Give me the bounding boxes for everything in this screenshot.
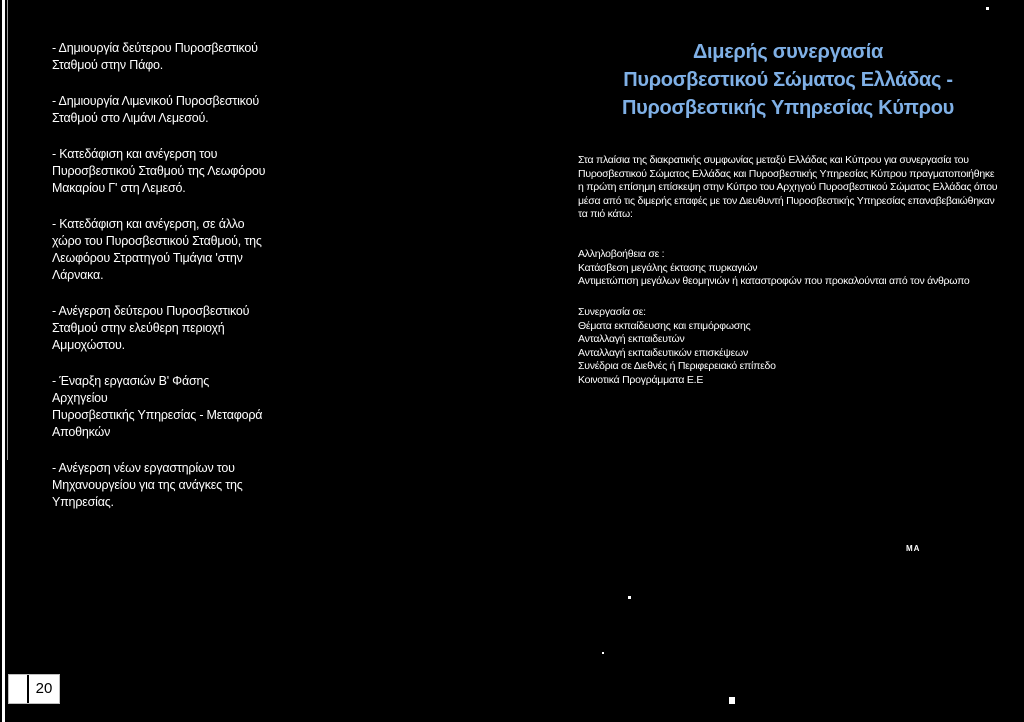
page-number: 20 [27, 675, 59, 703]
list-item: - Ανέγερση δεύτερου Πυροσβεστικού Σταθμού στην ελεύθερη περιοχή Αμμοχώστου. [52, 304, 250, 352]
mutual-aid-heading: Αλληλοβοήθεια σε : [578, 248, 665, 260]
list-item: Ανταλλαγή εκπαιδευτών [578, 333, 685, 345]
left-column [52, 40, 267, 530]
page-number-box [8, 674, 60, 704]
scan-speck [628, 596, 631, 599]
list-item: - Έναρξη εργασιών Β' Φάσης Αρχηγείου Πυροσβεστικής Υπηρεσίας - Μεταφορά Αποθηκών [52, 374, 263, 439]
scan-speck [729, 697, 735, 704]
list-item: - Ανέγερση νέων εργαστηρίων του Μηχανουργείου για της ανάγκες της Υπηρεσίας. [52, 461, 243, 509]
scan-speck [986, 7, 989, 10]
intro-paragraph: Στα πλαίσια της διακρατικής συμφωνίας μεταξύ Ελλάδας και Κύπρου για συνεργασία του Πυροσβεστικού Σώματος Ελλάδας και Πυροσβεστικής Υπηρεσίας Κύπρου πραγματοποιήθηκε η πρώτη επίσημη επίσκεψη στην Κύπρο του Αρχηγού Πυροσβεστικού Σώματος Ελλάδας όπου μέσα από τις διμερής επαφές με τον Διευθυντή Πυροσβεστικής Υπηρεσίας επαναβεβαιώθηκαν τα πιό κάτω: [578, 154, 998, 220]
list-item: Ανταλλαγή εκπαιδευτικών επισκέψεων [578, 346, 748, 359]
list-item: Θέματα εκπαίδευσης και επιμόρφωσης [578, 319, 751, 332]
list-item: Αντιμετώπιση μεγάλων θεομηνιών ή καταστροφών που προκαλούνται από τον άνθρωπο [578, 275, 970, 287]
title-line-1: Διμερής συνεργασία [692, 41, 884, 63]
cooperation-section [578, 306, 998, 387]
title-line-2: Πυροσβεστικού Σώματος Ελλάδας - [623, 69, 953, 91]
list-item: - Κατεδάφιση και ανέγερση του Πυροσβεστικού Σταθμού της Λεωφόρου Μακαρίου Γ' στη Λεμεσό. [52, 147, 266, 195]
left-edge-rule-secondary [7, 0, 8, 460]
left-edge-rule [2, 0, 5, 722]
list-item: - Κατεδάφιση και ανέγερση, σε άλλο χώρο του Πυροσβεστικού Σταθμού, της Λεωφόρου Στρατηγού Τιμάγια 'στην Λάρνακα. [52, 217, 262, 282]
page-title [578, 38, 998, 122]
cooperation-heading: Συνεργασία σε: [578, 306, 646, 318]
scan-speck [602, 652, 604, 654]
list-item: - Δημιουργία δεύτερου Πυροσβεστικού Σταθμού στην Πάφο. [52, 41, 258, 72]
mutual-aid-section [578, 248, 998, 289]
corner-mark: ΜΑ [906, 544, 921, 553]
list-item: Κοινοτικά Προγράμματα Ε.Ε [578, 373, 704, 386]
title-line-3: Πυροσβεστικής Υπηρεσίας Κύπρου [621, 97, 955, 119]
list-item: - Δημιουργία Λιμενικού Πυροσβεστικού Σταθμού στο Λιμάνι Λεμεσού. [52, 94, 259, 125]
list-item: Κατάσβεση μεγάλης έκτασης πυρκαγιών [578, 261, 758, 274]
list-item: Συνέδρια σε Διεθνές ή Περιφερειακό επίπεδο [578, 360, 776, 372]
